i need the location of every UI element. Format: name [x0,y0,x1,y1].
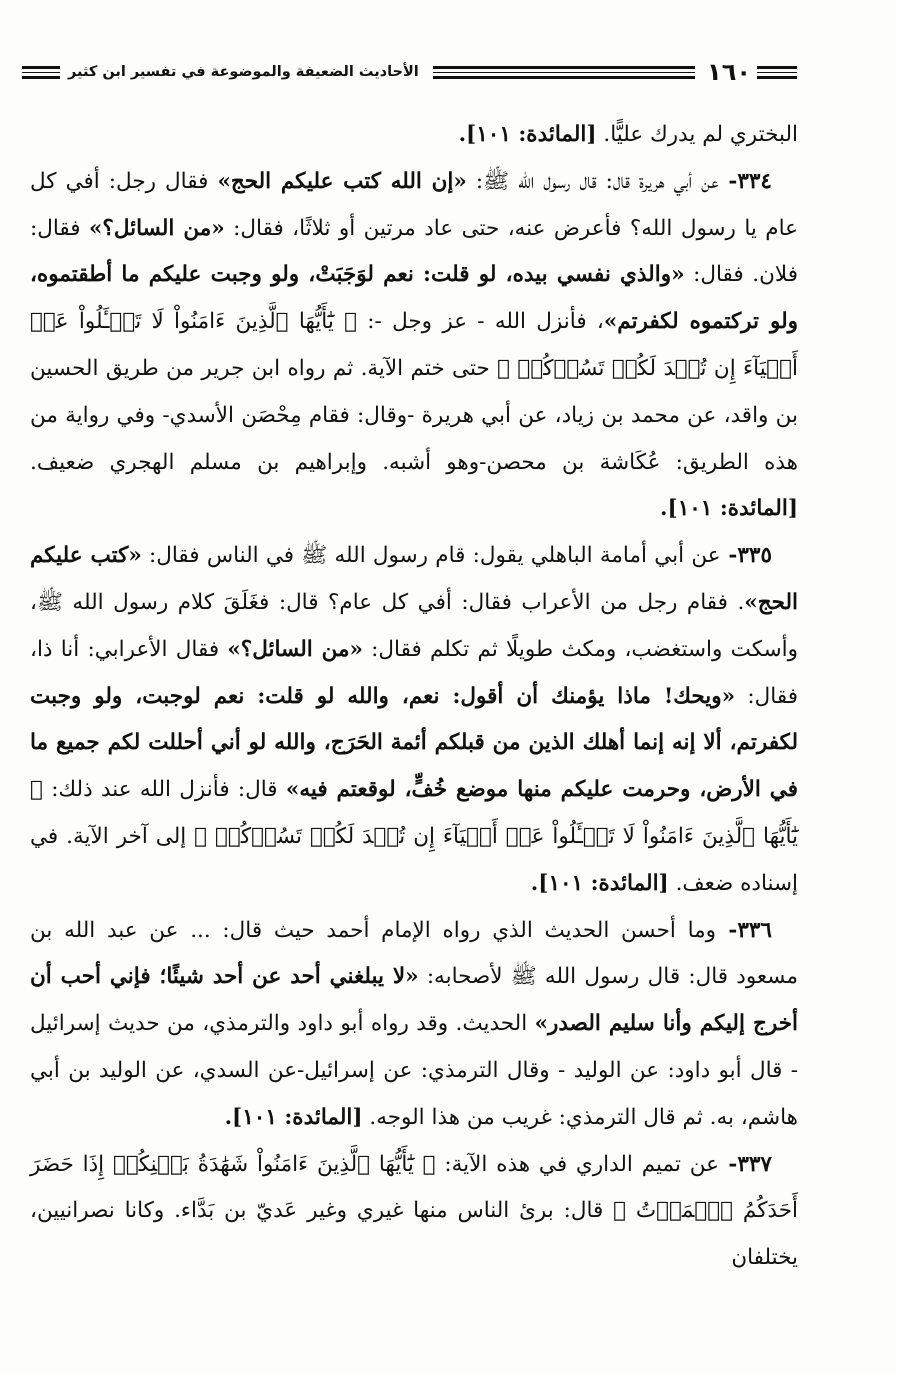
paragraph-continuation [30,112,798,159]
header-rule-left [22,66,60,79]
hadith-text: قال: فأنزل الله عند ذلك: [42,777,286,803]
hadith-text: قال: برئ الناس منها غيري وغير عَديّ بن بَدَّاء. وكانا نصرانيين، يختلفان [30,1198,798,1271]
hadith-text: عن تميم الداري في هذه الآية: [435,1151,719,1177]
hadith-quote: «ويحك! ماذا يؤمنك أن أقول: نعم، والله لو قلت: نعم لوجبت، ولو وجبت لكفرتم، ألا إنه إنما أهلك الذين من قبلكم أئمة الحَرَج، والله لو أني أحللت لكم جميع ما في الأرض، وحرمت عليكم منها موضع خُفٍّ، لوقعتم فيه» [30,683,798,803]
hadith-text: وما أحسن الحديث الذي رواه الإمام أحمد حيث قال: ... عن عبد الله بن مسعود قال: قال رسول الله ﷺ لأصحابه: [30,917,798,990]
hadith-337 [30,1142,798,1282]
running-title: الأحاديث الضعيفة والموضوعة في تفسير ابن كثير [68,64,419,80]
hadith-text: . فقام رجل من الأعراب فقال: أفي كل عام؟ قال: فغَلَقَ كلام رسول الله ﷺ، وأسكت واستغضب، ومكث طويلًا ثم تكلم فقال: [30,589,798,662]
hadith-text: فقال: فلان. فقال: [30,215,799,288]
hadith-number: ٣٣٥- [720,543,772,569]
page-number: ١٦٠ [707,58,751,86]
quran-reference: [المائدة: ١٠١]. [458,122,597,147]
hadith-quote: «من السائل؟» [227,636,363,662]
hadith-text: عن أبي أمامة الباهلي يقول: قام رسول الله ﷺ في الناس فقال: [141,543,721,569]
hadith-quote: «كتب عليكم الحج» [30,543,798,615]
header-rule-middle [433,66,695,79]
hadith-number: ٣٣٦- [716,917,772,943]
hadith-quote: «إن الله كتب عليكم الحج» [217,168,467,194]
hadith-quote: «من السائل؟» [88,215,225,241]
quran-reference: [المائدة: ١٠١]. [224,1104,363,1130]
hadith-336 [30,908,798,1142]
hadith-text: إلى آخر الآية. في إسناده ضعف. [30,823,798,896]
hadith-number: ٣٣٧- [718,1151,772,1177]
hadith-quote: «لا يبلغني أحد عن أحد شيئًا؛ فإني أحب أن أخرج إليكم وأنا سليم الصدر» [30,964,798,1037]
hadith-text: حتى ختم الآية. ثم رواه ابن جرير من طريق الحسين بن واقد، عن محمد بن زياد، عن أبي هريرة -وقال: فقام مِحْصَن الأسدي- وفي رواية من هذه الطريق: عُكَاشة بن محصن-وهو أشبه. وإبراهيم بن مسلم الهجري ضعيف. [30,355,798,475]
quran-verse: ﴿ يَٰٓأَيُّهَا ٱلَّذِينَ ءَامَنُواْ لَا تَسۡـَٔلُواْ عَنۡ أَشۡيَآءَ إِن تُبۡدَ لَكُمۡ تَسُؤۡكُمۡ ﴾ [30,777,798,849]
quran-reference: [المائدة: ١٠١]. [660,496,798,522]
quran-verse: ﴿ يَٰٓأَيُّهَا ٱلَّذِينَ ءَامَنُواْ شَهَٰدَةُ بَيۡنِكُمۡ إِذَا حَضَرَ أَحَدَكُمُ ٱلۡمَوۡتُ ﴾ [30,1151,798,1224]
hadith-text: عن أبي هريرة قال: قال رسول الله ﷺ: [466,168,719,194]
hadith-text: الحديث. وقد رواه أبو داود والترمذي، من حديث إسرائيل - قال أبو داود: عن الوليد - وقال الترمذي: عن إسرائيل-عن السدي، عن الوليد بن أبي هاشم، به. ثم قال الترمذي: غريب من هذا الوجه. [30,1011,798,1130]
hadith-text: ، فأنزل الله - عز وجل -: [357,309,604,335]
hadith-text: فقال الأعرابي: أنا ذا، فقال: [30,636,798,709]
quran-reference: [المائدة: ١٠١]. [530,870,669,896]
paragraph-text: البختري لم يدرك عليًّا. [596,122,798,147]
hadith-text: فقال رجل: أفي كل عام يا رسول الله؟ فأعرض عنه، حتى عاد مرتين أو ثلاثًا، فقال: [30,168,798,241]
hadith-335 [30,533,798,907]
hadith-number: ٣٣٤- [718,168,772,194]
page-header [22,52,797,92]
hadith-quote: «والذي نفسي بيده، لو قلت: نعم لوَجَبَتْ، ولو وجبت عليكم ما أطقتموه، ولو تركتموه لكفرتم» [30,262,798,335]
body-text [30,112,798,1282]
quran-verse: ﴿ يَٰٓأَيُّهَا ٱلَّذِينَ ءَامَنُواْ لَا تَسۡـَٔلُواْ عَنۡ أَشۡيَآءَ إِن تُبۡدَ لَكُمۡ تَسُؤۡكُمۡ ﴾ [30,309,798,381]
header-rule-right [757,66,797,79]
hadith-334 [30,159,798,533]
